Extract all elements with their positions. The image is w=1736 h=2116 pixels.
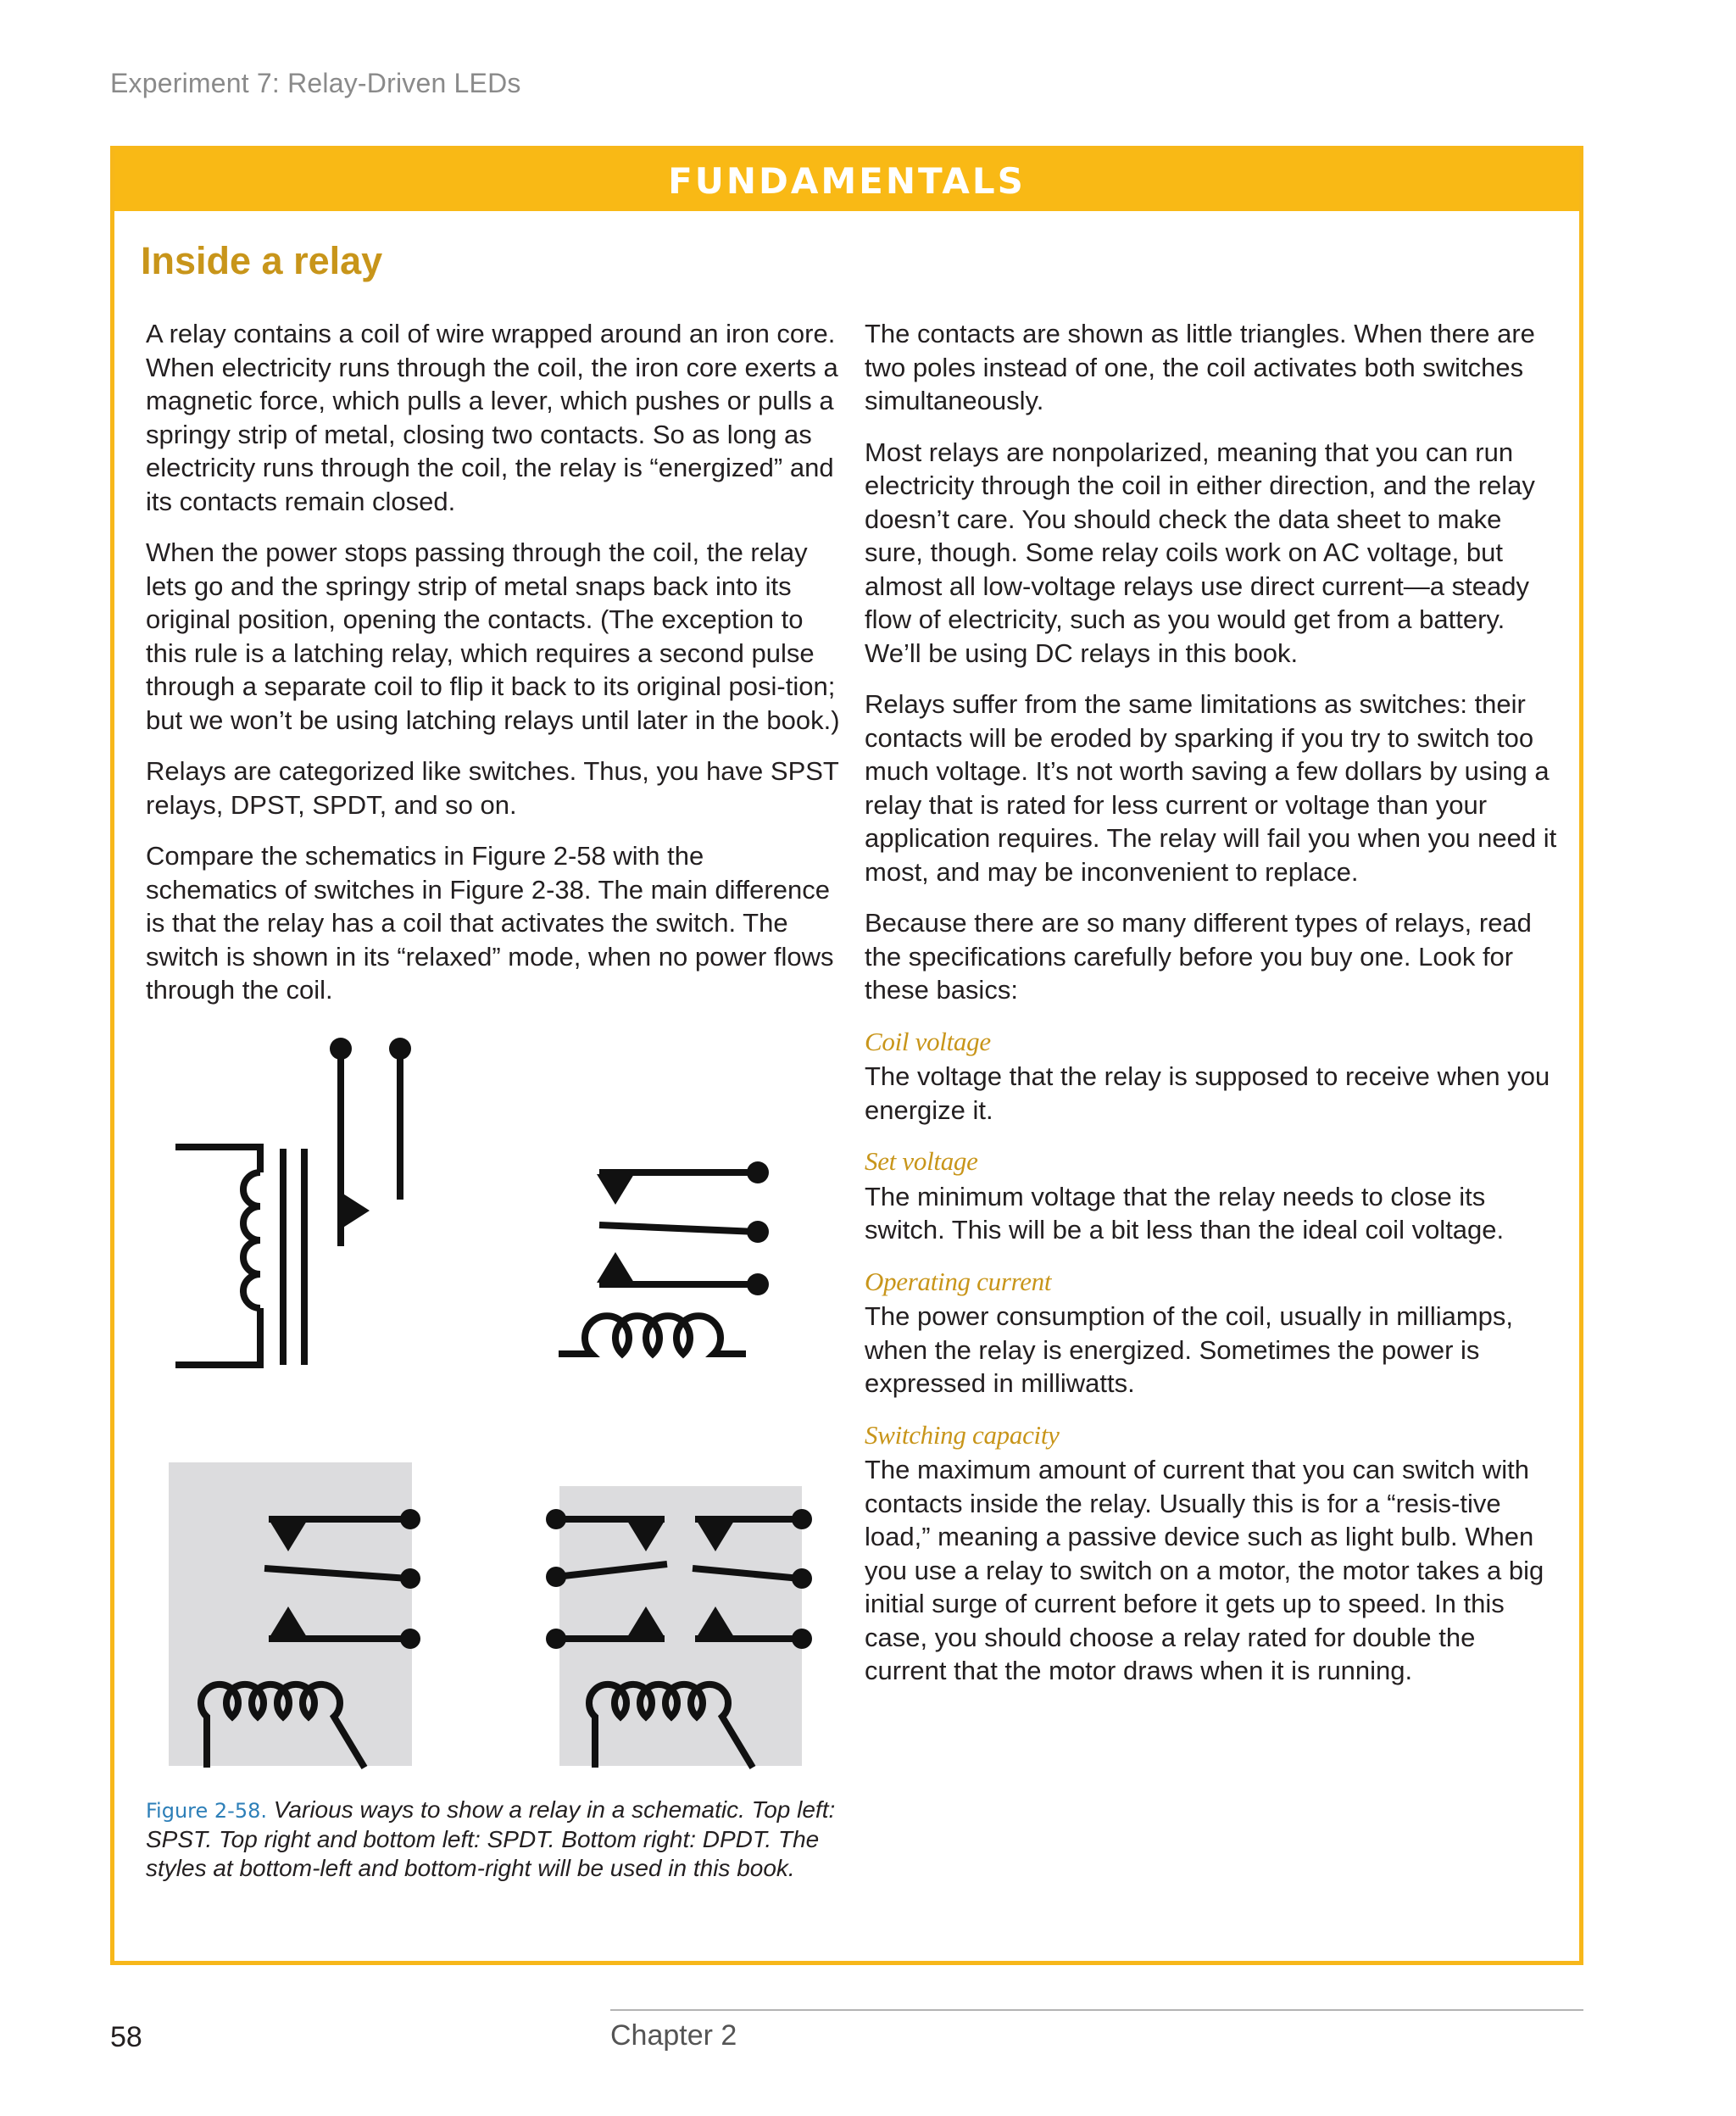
contact-triangle-icon xyxy=(597,1252,634,1283)
terminal-dot xyxy=(330,1038,352,1060)
paragraph: Most relays are nonpolarized, meaning that you can run electricity through the coil in either direction, and the relay doesn’t care. You should check the data sheet to make sure, though. Some relay coils work on AC voltage, but almost all low-voltage relays use direct current—a steady flow of electricity, such as you would get from a battery. We’ll be using DC relays in this book. xyxy=(865,437,1535,668)
contact-triangle-icon xyxy=(339,1191,370,1230)
figure-caption-text: Various ways to show a relay in a schematic. Top left: SPST. Top right and bottom left: SPDT. Bottom right: DPDT. The styles at bottom-left and bottom-right will be used in this book. xyxy=(146,1796,836,1881)
paragraph: Because there are so many different types of relays, read the specifications carefully before you buy one. Look for these basics: xyxy=(865,908,1532,1005)
box-header xyxy=(114,150,1579,211)
left-column xyxy=(146,317,841,1025)
terminal-dot xyxy=(747,1221,769,1243)
paragraph: Compare the schematics in Figure 2-58 with the schematics of switches in Figure 2-38. The main difference is that the relay has a coil that activates the switch. The switch is shown in its “relaxed” mode, when no power flows through the coil. xyxy=(146,841,834,1005)
chapter-label: Chapter 2 xyxy=(610,2019,737,2052)
right-column xyxy=(865,317,1560,1706)
terminal-dot xyxy=(389,1038,411,1060)
terminal-dot xyxy=(747,1161,769,1183)
terminal-dot xyxy=(546,1629,566,1649)
footer-rule xyxy=(610,2009,1583,2011)
definition-term: Set voltage xyxy=(865,1146,978,1176)
figure-label: Figure 2-58. xyxy=(146,1799,268,1823)
terminal-dot xyxy=(792,1629,812,1649)
terminal-dot xyxy=(400,1509,420,1529)
paragraph: When the power stops passing through the coil, the relay lets go and the springy strip of metal snaps back into its original position, opening the contacts. (The exception to this rule is a latching relay, which requires a second pulse through a separate coil to flip it back to its original posi-tion; but we won’t be using latching relays until later in the book.) xyxy=(146,537,840,735)
definition-term: Coil voltage xyxy=(865,1026,991,1056)
definition-body: The minimum voltage that the relay needs to close its switch. This will be a bit less than the ideal coil voltage. xyxy=(865,1181,1505,1245)
spdt-relay-schematic-top-right xyxy=(559,1172,756,1354)
figure-caption xyxy=(146,1796,841,1883)
paragraph: A relay contains a coil of wire wrapped around an iron core. When electricity runs through the coil, the iron core exerts a magnetic force, which pulls a lever, which pushes or pulls a springy strip of metal, closing two contacts. So as long as electricity runs through the coil, the relay is “energized” and its contacts remain closed. xyxy=(146,319,838,516)
paragraph: Relays are categorized like switches. Thus, you have SPST relays, DPST, SPDT, and so on. xyxy=(146,756,839,820)
terminal-dot xyxy=(546,1567,566,1587)
definition-body: The power consumption of the coil, usually in milliamps, when the relay is energized. Sometimes the power is expressed in milliwatts. xyxy=(865,1301,1514,1398)
section-heading: Inside a relay xyxy=(141,239,383,282)
terminal-dot xyxy=(792,1509,812,1529)
terminal-dot xyxy=(546,1509,566,1529)
page-number: 58 xyxy=(110,2021,142,2053)
running-head: Experiment 7: Relay-Driven LEDs xyxy=(110,68,521,98)
terminal-dot xyxy=(747,1273,769,1295)
relay-schematics-figure xyxy=(146,1022,841,1785)
definition-body: The maximum amount of current that you can switch with contacts inside the relay. Usually this is for a “resis-tive load,” meaning a passive device such as light bulb. When you use a relay to switch on a motor, the motor takes a big initial surge of current before it gets up to speed. In this case, you should choose a relay rated for double the current that the motor draws when it is running. xyxy=(865,1455,1544,1685)
paragraph: The contacts are shown as little triangles. When there are two poles instead of one, the coil activates both switches simultaneously. xyxy=(865,319,1535,415)
definition-term: Operating current xyxy=(865,1266,1052,1296)
paragraph: Relays suffer from the same limitations as switches: their contacts will be eroded by sparking if you try to switch too much voltage. It’s not worth saving a few dollars by using a relay that is rated for less current or voltage than your application requires. The relay will fail you when you need it most, and may be inconvenient to replace. xyxy=(865,689,1557,887)
terminal-dot xyxy=(400,1568,420,1589)
definition-term: Switching capacity xyxy=(865,1419,1060,1450)
box-title: FUNDAMENTALS xyxy=(668,160,1026,202)
terminal-dot xyxy=(400,1629,420,1649)
terminal-dot xyxy=(792,1568,812,1589)
definition-body: The voltage that the relay is supposed to receive when you energize it. xyxy=(865,1061,1550,1125)
spst-relay-schematic xyxy=(175,1051,400,1365)
contact-triangle-icon xyxy=(597,1174,634,1205)
